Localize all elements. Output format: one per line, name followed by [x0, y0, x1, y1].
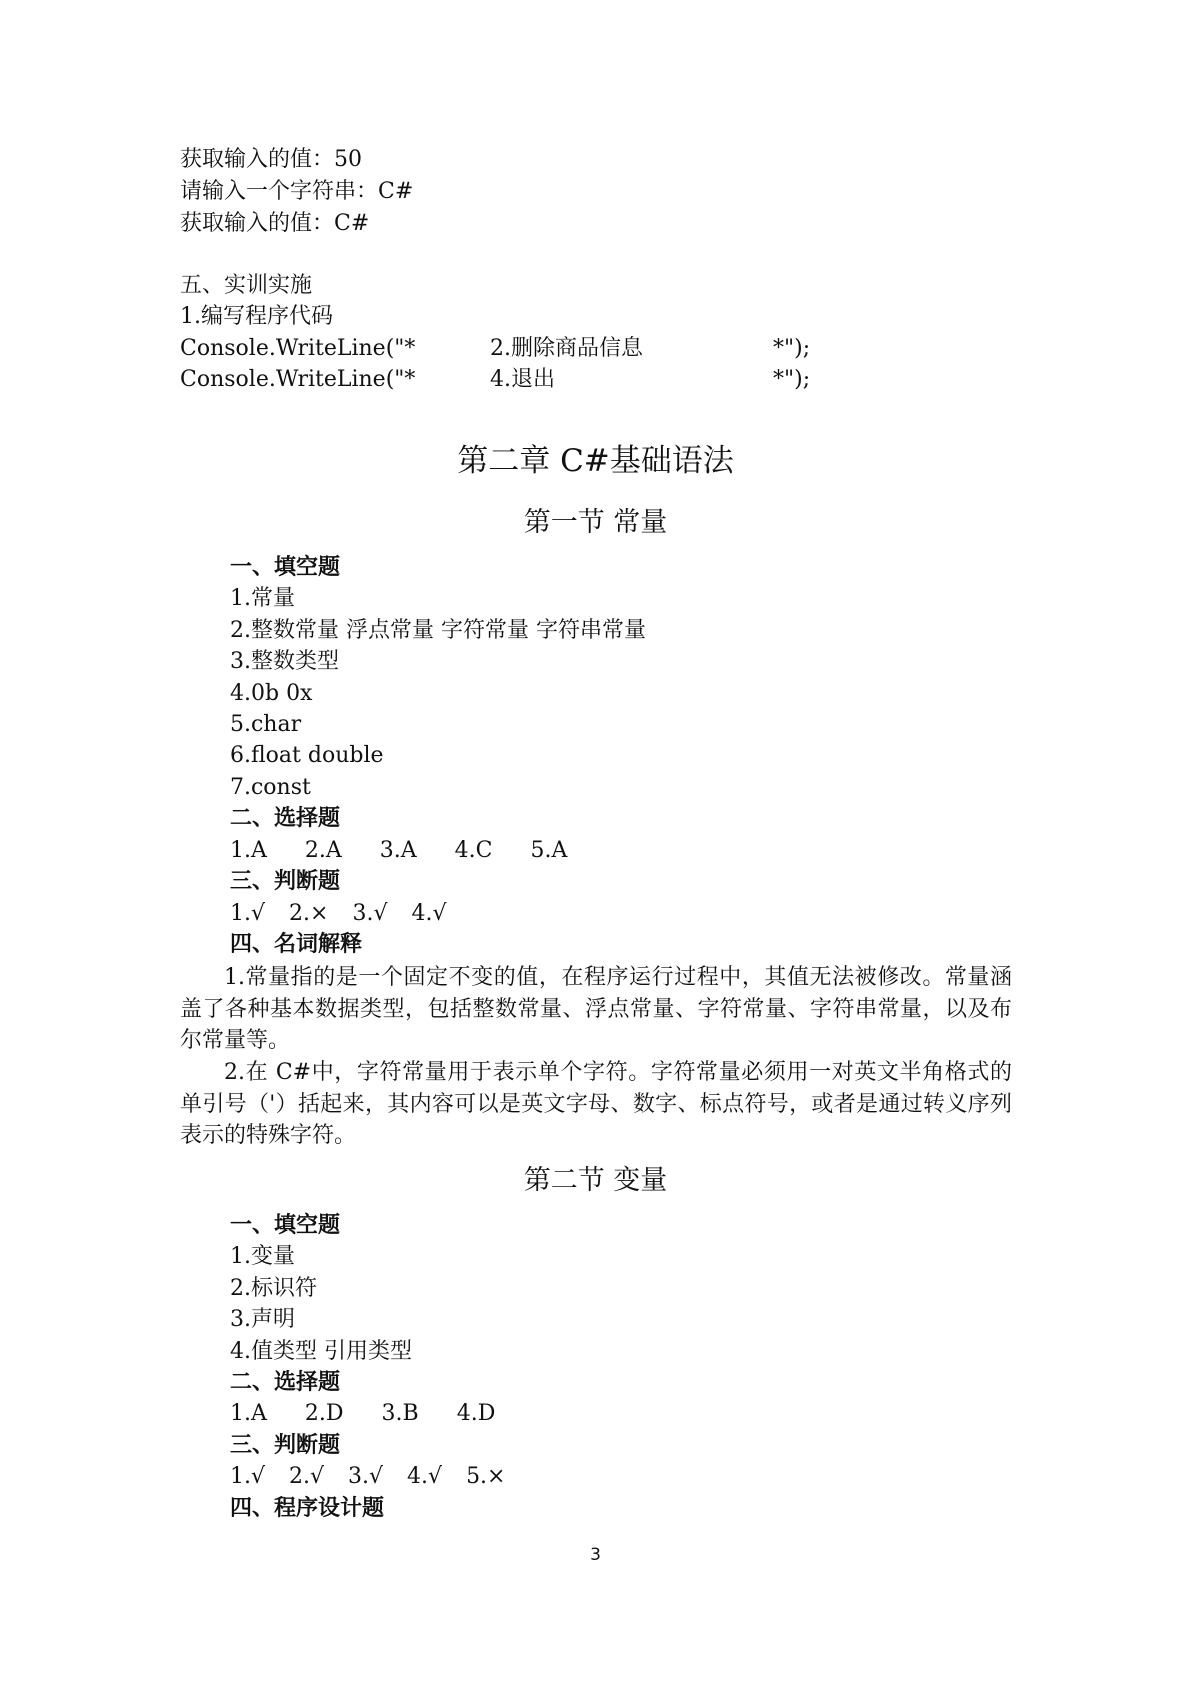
output-line-prompt-string: 请输入一个字符串：C# — [180, 179, 414, 204]
answer: 5.× — [466, 1464, 506, 1489]
s1-judge-answers — [230, 900, 446, 928]
answer: 4.C — [454, 838, 493, 863]
answer: 2.A — [304, 838, 342, 863]
impl-heading: 五、实训实施 — [180, 273, 313, 298]
answer: 2.× — [289, 901, 329, 926]
s2-choice-answers — [230, 1400, 495, 1428]
answer: 3.√ — [352, 901, 388, 926]
answer: 4.√ — [407, 1464, 443, 1489]
code-line-1-prefix: Console.WriteLine("* — [180, 336, 416, 361]
s1-term-paragraph-1: 1.常量指的是一个固定不变的值，在程序运行过程中，其值无法被修改。常量涵盖了各种基本数据类型，包括整数常量、浮点常量、字符常量、字符串常量，以及布尔常量等。 — [180, 965, 1012, 1053]
s1-fill-item: 5.char — [230, 712, 302, 737]
answer: 1.√ — [230, 901, 266, 926]
output-line-value-50: 获取输入的值：50 — [180, 147, 362, 172]
answer: 4.√ — [411, 901, 447, 926]
s2-judge-heading: 三、判断题 — [230, 1433, 341, 1458]
answer: 2.√ — [289, 1464, 325, 1489]
code-line-2-middle: 4.退出 — [490, 367, 555, 392]
s2-fill-item: 1.变量 — [230, 1244, 295, 1269]
answer: 3.B — [381, 1401, 419, 1426]
output-line-value-csharp: 获取输入的值：C# — [180, 211, 370, 236]
answer: 1.A — [230, 1401, 267, 1426]
answer: 4.D — [456, 1401, 496, 1426]
code-line-1-suffix: *"); — [773, 336, 811, 361]
s1-fill-item: 1.常量 — [230, 586, 295, 611]
s1-term-paragraph-2: 2.在 C#中，字符常量用于表示单个字符。字符常量必须用一对英文半角格式的单引号（'）括起来，其内容可以是英文字母、数字、标点符号，或者是通过转义序列表示的特殊字符。 — [180, 1060, 1012, 1148]
s1-judge-heading: 三、判断题 — [230, 869, 341, 894]
chapter-title: 第二章 C#基础语法 — [457, 443, 734, 479]
code-line-2-suffix: *"); — [773, 367, 811, 392]
s1-fill-heading: 一、填空题 — [230, 555, 341, 580]
answer: 3.√ — [348, 1464, 384, 1489]
s1-fill-item: 3.整数类型 — [230, 649, 339, 674]
impl-item-1: 1.编写程序代码 — [180, 304, 333, 329]
s1-fill-item: 4.0b 0x — [230, 681, 313, 706]
s1-term-heading: 四、名词解释 — [230, 932, 363, 957]
s2-judge-answers — [230, 1463, 506, 1491]
answer: 2.D — [304, 1401, 344, 1426]
s2-fill-item: 4.值类型 引用类型 — [230, 1339, 412, 1364]
answer: 1.√ — [230, 1464, 266, 1489]
s2-fill-item: 3.声明 — [230, 1307, 295, 1332]
s1-choice-heading: 二、选择题 — [230, 806, 341, 831]
code-line-1-middle: 2.删除商品信息 — [490, 336, 643, 361]
s1-fill-item: 7.const — [230, 775, 311, 800]
s1-choice-answers — [230, 837, 567, 865]
answer: 3.A — [379, 838, 417, 863]
answer: 5.A — [530, 838, 568, 863]
section-2-title: 第二节 变量 — [523, 1165, 668, 1196]
s2-fill-heading: 一、填空题 — [230, 1213, 341, 1238]
answer: 1.A — [230, 838, 267, 863]
section-1-title: 第一节 常量 — [523, 507, 668, 538]
page-number: 3 — [590, 1545, 601, 1565]
s1-fill-item: 2.整数常量 浮点常量 字符常量 字符串常量 — [230, 618, 646, 643]
s1-fill-item: 6.float double — [230, 743, 384, 768]
s2-choice-heading: 二、选择题 — [230, 1370, 341, 1395]
s2-fill-item: 2.标识符 — [230, 1276, 317, 1301]
s2-program-heading: 四、程序设计题 — [230, 1496, 385, 1521]
code-line-2-prefix: Console.WriteLine("* — [180, 367, 416, 392]
